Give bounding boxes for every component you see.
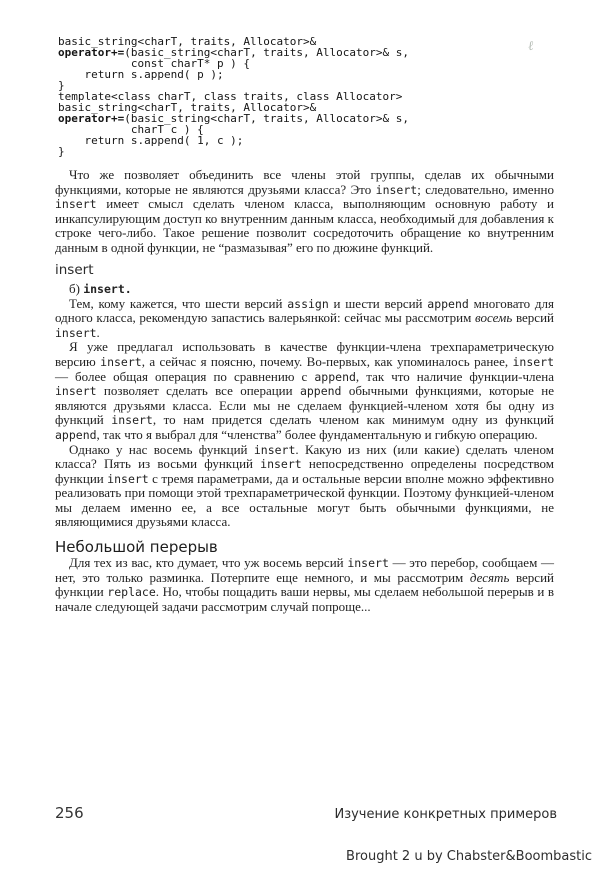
- paragraph-three-param: Однако у нас восемь функций insert. Какую из них (или какие) сделать членом класса? Пять из восьми функций insert непосредственно определены посредством функции insert с тремя параметрами, да и остальные версии вполне можно эффективно реализовать при помощи этой трехпараметрической функции. Поэтому функцией-членом мы делаем именно ее, а все остальные могут быть обычными функциями, не являющимися друзьями класса.: [55, 441, 555, 530]
- code-line: template<class charT, class traits, class Allocator>: [58, 90, 403, 103]
- code-listing: [58, 36, 554, 157]
- code-line: basic_string<charT, traits, Allocator>&: [58, 35, 317, 48]
- code-line: return s.append( p );: [58, 68, 224, 81]
- code-line: }: [58, 145, 65, 158]
- paragraph-eight-versions: Тем, кому кажется, что шести версий assign и шести версий append многовато для одного класса, рекомендую запастись валерьянкой: сейчас мы рассмотрим восемь версий insert.: [55, 295, 554, 340]
- code-line: operator+=(basic_string<charT, traits, Allocator>& s,: [58, 112, 410, 125]
- code-line: basic_string<charT, traits, Allocator>&: [58, 101, 317, 114]
- code-line: operator+=(basic_string<charT, traits, Allocator>& s,: [58, 46, 410, 59]
- code-line: return s.append( 1, c );: [58, 134, 244, 147]
- paragraph-member-choice: Я уже предлагал использовать в качестве функции-члена трехпараметрическую версию insert, а сейчас я поясню, почему. Во-первых, как упоминалось ранее, insert — более общая операция по сравнению с append, так что наличие функции-члена insert позволяет сделать все операции append обычными функциями, которые не являются друзьями класса. Если мы не сделаем функцией-членом хотя бы одну из функций insert, то нам придется сделать членом как минимум одну из функций append, так что я выбрал для “членства” более фундаментальную и гибкую операцию.: [55, 339, 555, 442]
- code-line: }: [58, 79, 65, 92]
- index-label-insert: insert: [55, 261, 94, 278]
- pen-mark-artifact: ℓ: [527, 37, 534, 54]
- running-footer-title: Изучение конкретных примеров: [334, 807, 557, 822]
- code-line: const charT* p ) {: [58, 57, 251, 70]
- credit-line: Brought 2 u by Chabster&Boombastic: [346, 849, 592, 864]
- code-line: charT c ) {: [58, 123, 204, 136]
- section-heading-break: Небольшой перерыв: [55, 538, 218, 557]
- list-item-heading-insert: б) insert.: [69, 280, 132, 296]
- page-content: [55, 36, 554, 614]
- paragraph-insert-rationale: Что же позволяет объединить все члены этой группы, сделав их обычными функциями, которые не являются друзьями класса? Это insert; следовательно, именно insert имеет смысл сделать членом класса, выполняющим основную работу и инкапсулирующим доступ ко внутренним данным класса, необходимый для добавления к строке чего-либо. Такое решение позволит сосредоточить обращение ко внутренним данным в одной функции, не “размазывая” его по дюжине функций.: [55, 167, 554, 255]
- paragraph-break-note: Для тех из вас, кто думает, что уж восемь версий insert — это перебор, сообщаем — нет, это только разминка. Потерпите еще немного, и мы рассмотрим десять версий функции replace. Но, чтобы пощадить ваши нервы, мы сделаем небольшой перерыв и в начале следующей задачи рассмотрим случай попроще...: [55, 555, 554, 614]
- page-number: 256: [55, 804, 84, 822]
